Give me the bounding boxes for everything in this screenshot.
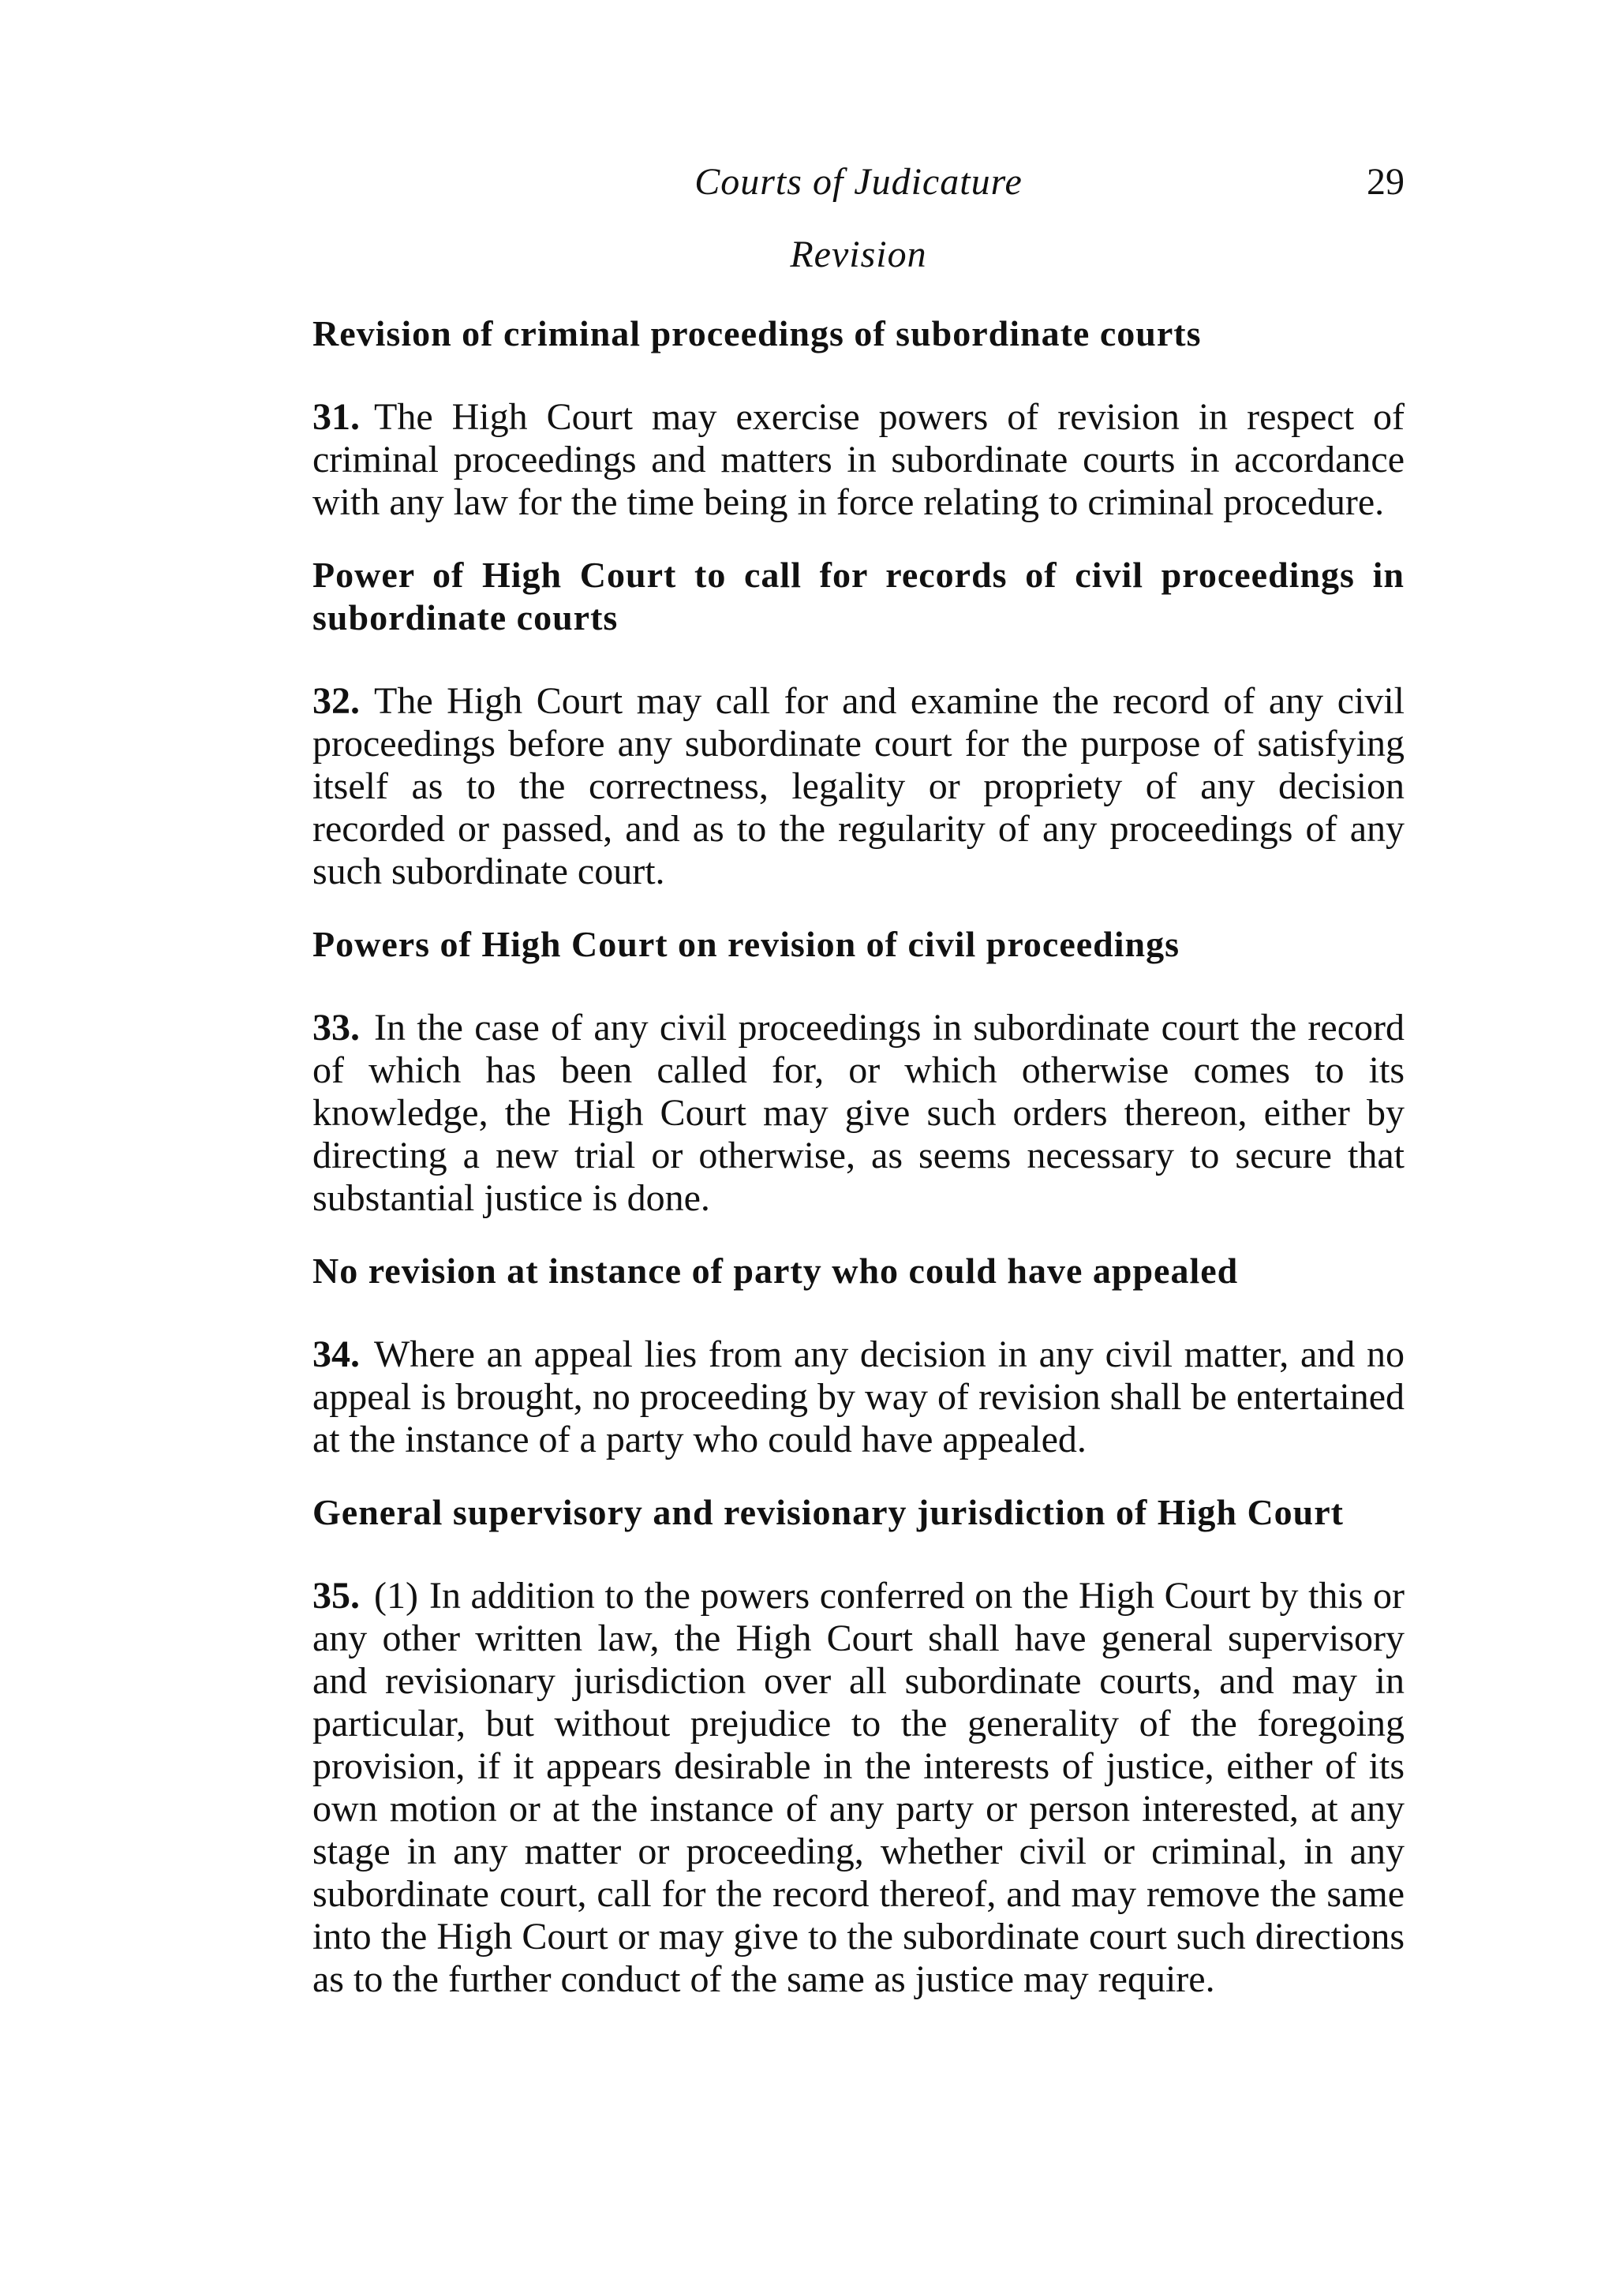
section-text: Where an appeal lies from any decision in any civil matter, and no appeal is brought, no proceeding by way of revision shall be entertained at the instance of a party who could have appealed.: [312, 1333, 1405, 1460]
section-number: 34.: [312, 1333, 360, 1375]
running-title: Courts of Judicature: [694, 161, 1023, 203]
section-32: [312, 554, 1405, 893]
section-heading: No revision at instance of party who could have appealed: [312, 1251, 1239, 1291]
section-number: 32.: [312, 680, 360, 722]
section-31: [312, 312, 1405, 524]
subsection-number: (1): [374, 1575, 418, 1617]
section-34: [312, 1250, 1405, 1461]
section-body: [312, 1007, 1405, 1220]
section-body: [312, 680, 1405, 893]
section-35: [312, 1491, 1405, 2001]
document-page: [312, 155, 1405, 2001]
section-heading: Power of High Court to call for records of civil proceedings in subordinate courts: [312, 555, 1405, 638]
section-number: 33.: [312, 1007, 360, 1049]
section-body: [312, 1333, 1405, 1461]
section-text: In addition to the powers conferred on the High Court by this or any other written law, the High Court shall have general supervisory and revisionary jurisdiction over all subordinate courts, and may in particular, but without prejudice to the generality of the foregoing provision, if it appears desirable in the interests of justice, either of its own motion or at the instance of any party or person interested, at any stage in any matter or proceeding, whether civil or criminal, in any subordinate court, call for the record thereof, and may remove the same into the High Court or may give to the subordinate court such directions as to the further conduct of the same as justice may require.: [312, 1575, 1405, 2000]
section-text: In the case of any civil proceedings in subordinate court the record of which has been called for, or which otherwise comes to its knowledge, the High Court may give such orders thereon, either by directing a new trial or otherwise, as seems necessary to secure that substantial justice is done.: [312, 1007, 1405, 1219]
part-heading: Revision: [790, 234, 927, 275]
section-text: The High Court may exercise powers of revision in respect of criminal proceedings and matters in subordinate courts in accordance with any law for the time being in force relating to criminal procedure.: [312, 396, 1405, 523]
section-heading: General supervisory and revisionary jurisdiction of High Court: [312, 1492, 1344, 1532]
page-number: 29: [1367, 161, 1405, 203]
section-text: The High Court may call for and examine the record of any civil proceedings before any subordinate court for the purpose of satisfying itself as to the correctness, legality or propriety of any decision recorded or passed, and as to the regularity of any proceedings of any such subordinate court.: [312, 680, 1405, 892]
section-body: [312, 1575, 1405, 2001]
section-number: 35.: [312, 1575, 360, 1617]
section-heading: Revision of criminal proceedings of subordinate courts: [312, 313, 1202, 353]
section-33: [312, 923, 1405, 1220]
section-heading: Powers of High Court on revision of civil proceedings: [312, 924, 1180, 964]
section-body: [312, 396, 1405, 524]
running-header: [312, 155, 1405, 210]
section-number: 31.: [312, 396, 360, 438]
